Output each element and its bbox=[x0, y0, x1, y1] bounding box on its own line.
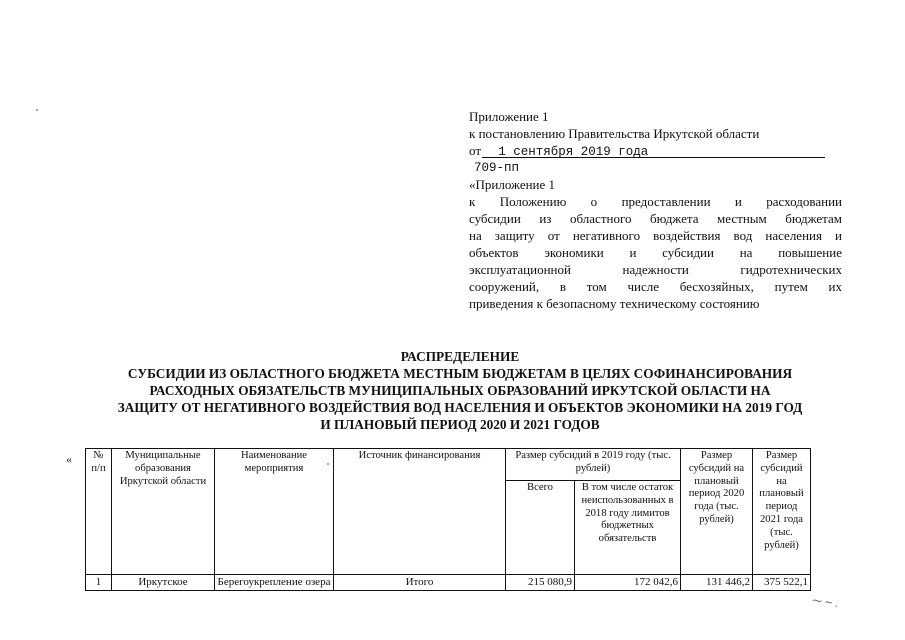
header-plan-2020: Размер субсидий на плановый период 2020 года (тыс. рублей) bbox=[681, 449, 753, 575]
document-heading: РАСПРЕДЕЛЕНИЕ bbox=[400, 349, 520, 364]
title-line: И ПЛАНОВЫЙ ПЕРИОД 2020 И 2021 ГОДОВ bbox=[320, 417, 600, 432]
header-remainder: В том числе остаток неиспользованных в 2018 году лимитов бюджетных обязательств bbox=[575, 481, 681, 575]
header-event: Наименование мероприятия bbox=[215, 449, 334, 575]
decree-date: 1 сентября 2019 года bbox=[498, 145, 649, 159]
cell-source: Итого bbox=[334, 575, 506, 591]
appendix-label-2: «Приложение 1 bbox=[469, 177, 556, 192]
table-row bbox=[86, 575, 811, 591]
regulation-line: на защиту от негативного воздействия вод населения и bbox=[469, 228, 842, 243]
cell-num: 1 bbox=[86, 575, 112, 591]
header-source: Источник финансирования bbox=[334, 449, 506, 575]
regulation-line: к Положению о предоставлении и расходовании bbox=[469, 194, 842, 209]
regulation-line: субсидии из областного бюджета местным бюджетам bbox=[469, 211, 842, 226]
pen-mark: ⁓ ∼ . bbox=[811, 595, 839, 610]
cell-plan-2020: 131 446,2 bbox=[681, 575, 753, 591]
scan-speck bbox=[36, 109, 38, 111]
regulation-line: приведения к безопасному техническому состоянию bbox=[469, 296, 760, 311]
appendix-label: Приложение 1 bbox=[469, 109, 549, 124]
decree-number: 709-пп bbox=[474, 161, 520, 175]
date-underline bbox=[482, 157, 825, 158]
scan-speck bbox=[327, 463, 329, 465]
cell-municipality: Иркутское bbox=[112, 575, 215, 591]
title-line: РАСХОДНЫХ ОБЯЗАТЕЛЬСТВ МУНИЦИПАЛЬНЫХ ОБРАЗОВАНИЙ ИРКУТСКОЙ ОБЛАСТИ НА bbox=[149, 383, 771, 398]
cell-plan-2021: 375 522,1 bbox=[753, 575, 811, 591]
header-subsidy-2019: Размер субсидий в 2019 году (тыс. рублей) bbox=[506, 449, 681, 481]
header-num: № п/п bbox=[86, 449, 112, 575]
cell-total: 215 080,9 bbox=[506, 575, 575, 591]
date-prefix: от bbox=[469, 143, 482, 158]
header-plan-2021: Размер субсидий на плановый период 2021 года (тыс. рублей) bbox=[753, 449, 811, 575]
opening-quote: « bbox=[66, 452, 72, 466]
regulation-line: объектов экономики и субсидии на повышение bbox=[469, 245, 842, 260]
title-line: ЗАЩИТУ ОТ НЕГАТИВНОГО ВОЗДЕЙСТВИЯ ВОД НАСЕЛЕНИЯ И ОБЪЕКТОВ ЭКОНОМИКИ НА 2019 ГОД bbox=[117, 400, 803, 415]
cell-event: Берегоукрепление озера bbox=[215, 575, 334, 591]
cell-remainder: 172 042,6 bbox=[575, 575, 681, 591]
title-line: СУБСИДИИ ИЗ ОБЛАСТНОГО БЮДЖЕТА МЕСТНЫМ БЮДЖЕТАМ В ЦЕЛЯХ СОФИНАНСИРОВАНИЯ bbox=[127, 366, 793, 381]
regulation-line: эксплуатационной надежности гидротехнических bbox=[469, 262, 842, 277]
regulation-line: сооружений, в том числе бесхозяйных, путем их bbox=[469, 279, 842, 294]
header-municipality: Муниципальные образования Иркутской области bbox=[112, 449, 215, 575]
decree-reference: к постановлению Правительства Иркутской области bbox=[469, 126, 760, 141]
header-total: Всего bbox=[506, 481, 575, 575]
subsidy-table bbox=[85, 448, 811, 591]
